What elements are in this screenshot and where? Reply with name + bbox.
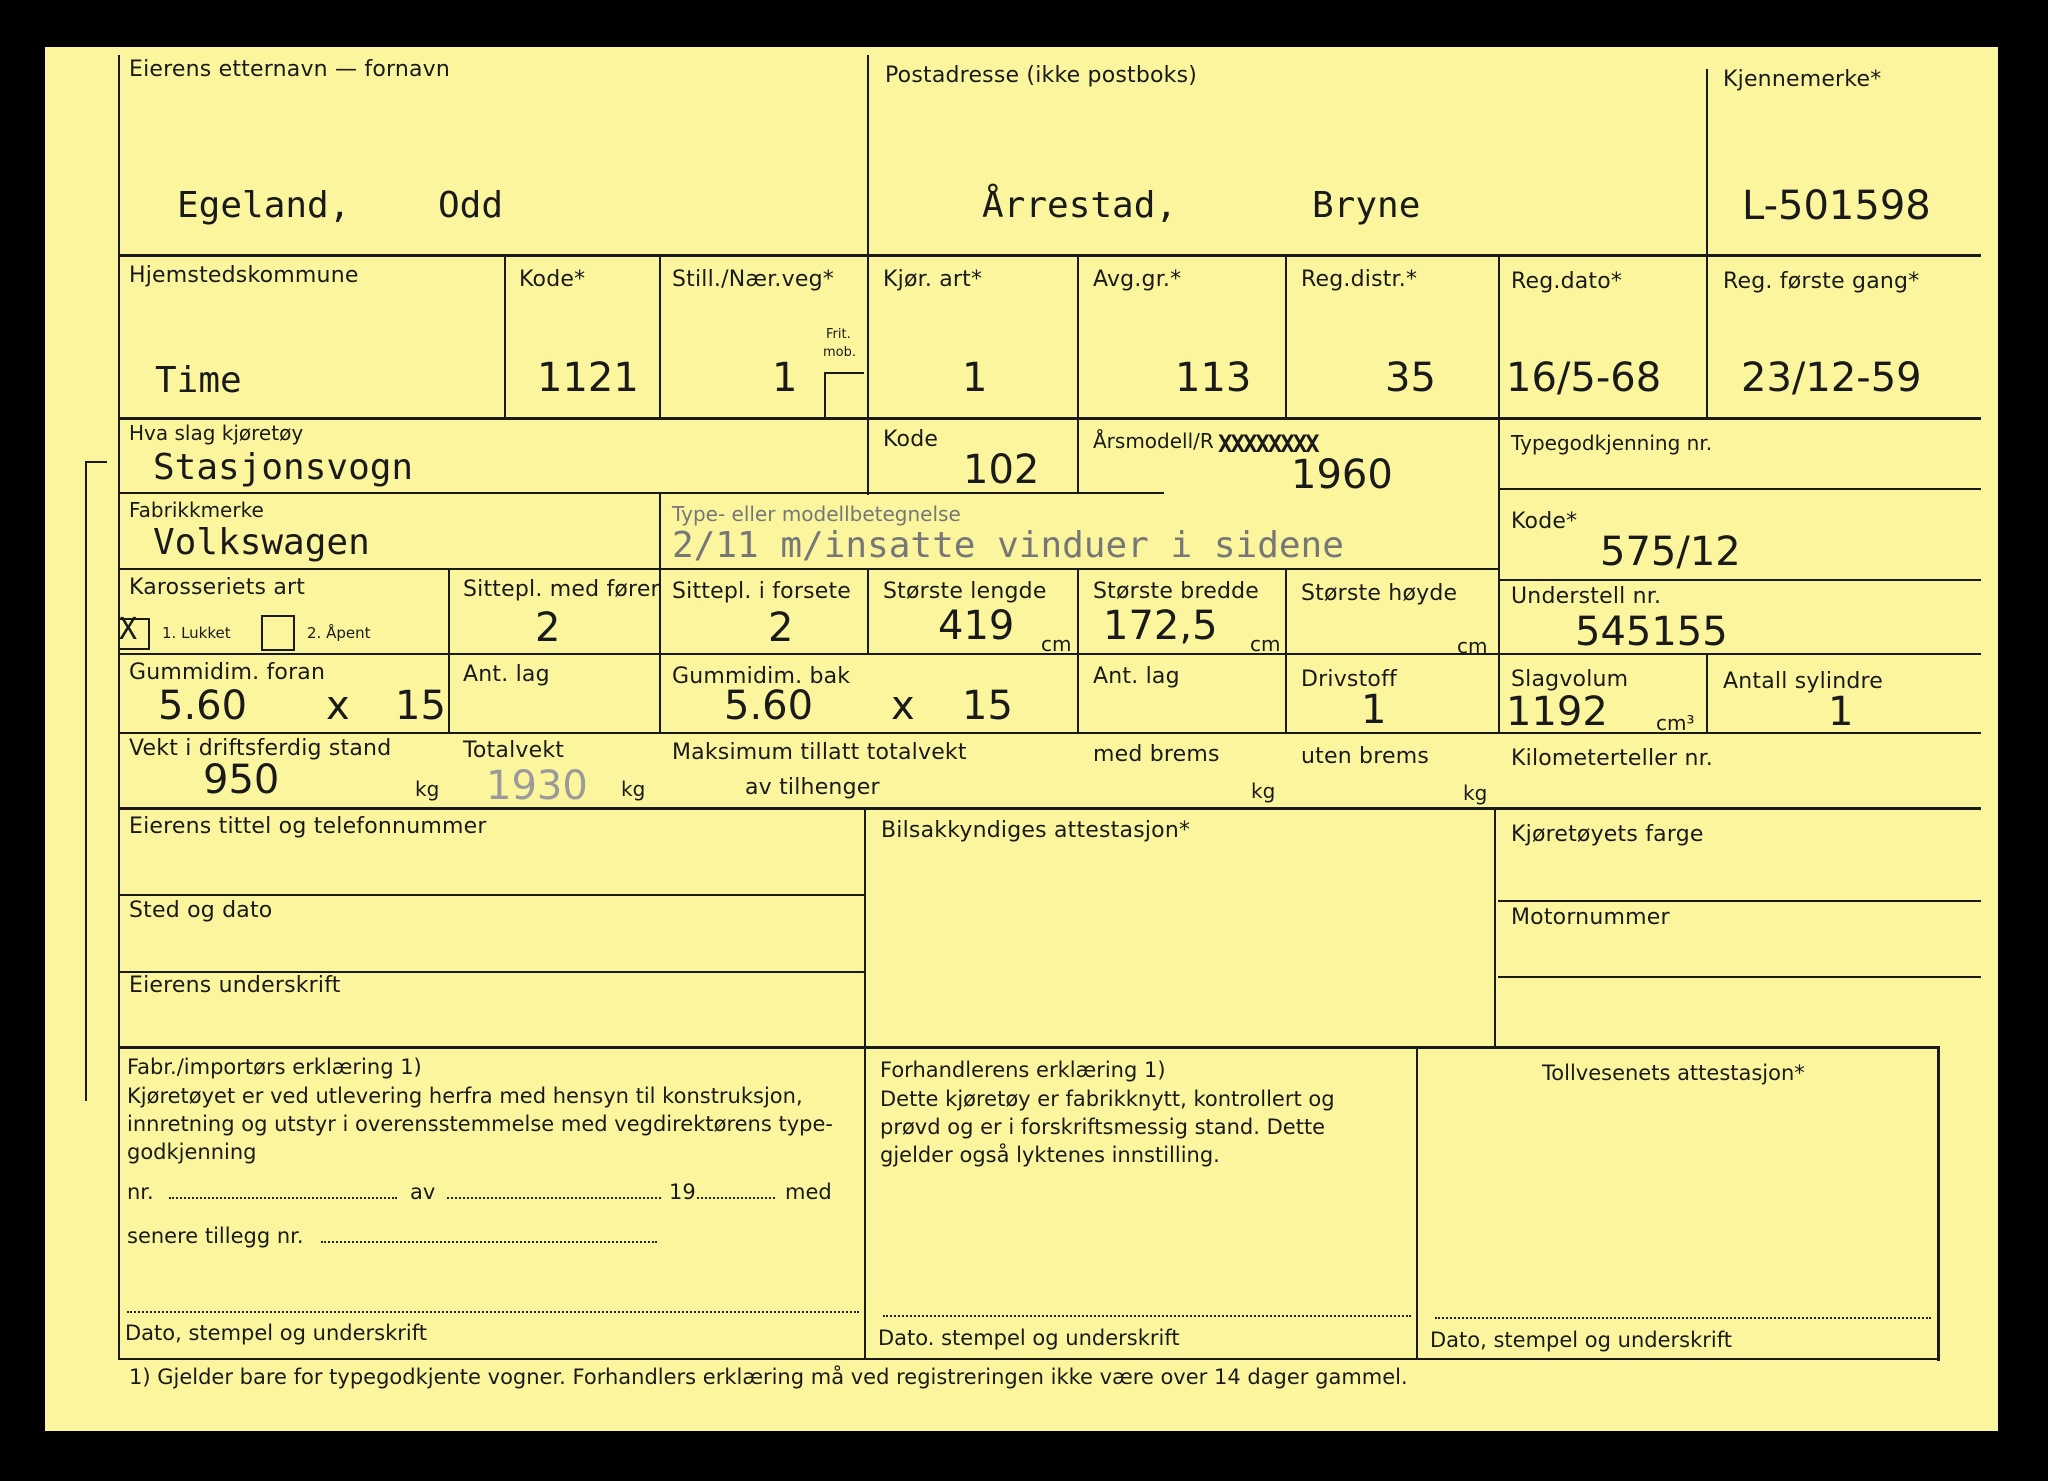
length-value: 419 — [938, 603, 1015, 649]
open-label: 2. Åpent — [307, 624, 371, 642]
cyl-value: 1 — [1828, 689, 1854, 735]
tyre-front-label: Gummidim. foran — [129, 660, 326, 685]
vline-cyl — [1706, 654, 1708, 733]
vline-lengde — [867, 568, 869, 654]
kind-value: Stasjonsvogn — [153, 447, 414, 488]
body-label: Karosseriets art — [129, 575, 306, 600]
tyre-front-a: 5.60 — [158, 683, 248, 729]
tyre-front-b: 15 — [395, 683, 446, 729]
vline-mid-lower — [864, 809, 866, 1360]
hline-4b — [1498, 579, 1981, 581]
reg-mark-value: L-501598 — [1742, 183, 1931, 229]
hline-2 — [118, 417, 1981, 420]
volume-value: 1192 — [1506, 689, 1608, 735]
place-date-label: Sted og dato — [129, 898, 273, 923]
length-label: Største lengde — [883, 579, 1047, 604]
regforste-label: Reg. første gang* — [1723, 269, 1920, 294]
chassis-value: 545155 — [1575, 609, 1728, 655]
hline-1 — [118, 254, 1981, 257]
margin-bracket — [85, 461, 87, 1101]
dealer-sign-label: Dato. stempel og underskrift — [878, 1326, 1180, 1350]
importer-sign-label: Dato, stempel og underskrift — [125, 1321, 427, 1345]
address-post: Bryne — [1312, 185, 1421, 226]
vline-avg — [1077, 255, 1079, 493]
width-label: Største bredde — [1093, 579, 1260, 604]
seats-driver-value: 2 — [535, 605, 561, 651]
margin-bracket-top — [85, 461, 107, 463]
dealer-sign-dots — [883, 1315, 1411, 1317]
dealer-title: Forhandlerens erklæring 1) — [880, 1058, 1166, 1082]
frit-box-side — [824, 372, 826, 418]
seats-front-label: Sittepl. i forsete — [672, 579, 852, 604]
code-label: Kode* — [519, 267, 586, 292]
hline-4a — [118, 568, 1498, 570]
vline-regd — [1285, 255, 1287, 418]
frit-box-top — [824, 372, 864, 374]
frit-label-2: mob. — [823, 345, 857, 360]
nobrake-unit: kg — [1463, 781, 1488, 805]
municipality-value: Time — [155, 360, 242, 401]
chassis-label: Understell nr. — [1511, 584, 1662, 609]
customs-sign-label: Dato, stempel og underskrift — [1430, 1328, 1732, 1352]
regdistr-label: Reg.distr.* — [1301, 267, 1418, 292]
curb-weight-unit: kg — [415, 777, 440, 801]
reg-mark-label: Kjennemerke* — [1723, 67, 1882, 92]
total-weight-value: 1930 — [486, 763, 588, 809]
kind-code-value: 102 — [963, 447, 1040, 493]
height-label: Største høyde — [1301, 581, 1458, 606]
dealer-line-2: prøvd og er i forskriftsmessig stand. Dette — [880, 1115, 1326, 1139]
customs-sign-dots — [1435, 1317, 1931, 1319]
importer-line-1: Kjøretøyet er ved utlevering herfra med hensyn til konstruksjon, — [127, 1084, 803, 1108]
inspector-label: Bilsakkyndiges attestasjon* — [881, 818, 1191, 843]
engine-number-label: Motornummer — [1511, 905, 1670, 930]
length-unit: cm — [1041, 632, 1072, 656]
model-year-value: 1960 — [1291, 452, 1393, 498]
av-dots — [447, 1197, 661, 1199]
owner-signature-label: Eierens underskrift — [129, 973, 341, 998]
code-value: 1121 — [537, 355, 639, 401]
vline-reg — [1706, 69, 1708, 255]
volume-label: Slagvolum — [1511, 667, 1629, 692]
frame-left — [118, 55, 120, 1359]
vline-forste — [1706, 255, 1708, 418]
tyre-rear-a: 5.60 — [724, 683, 814, 729]
avg-label: Avg.gr.* — [1093, 267, 1182, 292]
model-year-label: Årsmodell/R — [1093, 429, 1214, 453]
frit-label-1: Frit. — [826, 327, 851, 342]
type-code-label: Kode* — [1511, 509, 1578, 534]
year-dots — [697, 1197, 775, 1199]
footnote: 1) Gjelder bare for typegodkjente vogner. Forhandlers erklæring må ved registreringen ikke være over 14 dager gammel. — [129, 1365, 1408, 1389]
make-value: Volkswagen — [153, 522, 370, 563]
color-label: Kjøretøyets farge — [1511, 822, 1704, 847]
vline-kjor — [867, 255, 869, 495]
closed-mark: X — [119, 612, 138, 647]
still-value: 1 — [772, 355, 798, 401]
brake-label: med brems — [1093, 742, 1220, 767]
ply-front-label: Ant. lag — [463, 662, 550, 687]
importer-sign-dots — [127, 1311, 859, 1313]
fuel-value: 1 — [1361, 687, 1387, 733]
seats-driver-label: Sittepl. med fører — [463, 577, 660, 602]
vline-type — [659, 493, 661, 733]
frame-bottom — [118, 1358, 1940, 1360]
type-value: 2/11 m/insatte vinduer i sidene — [672, 525, 1344, 566]
fuel-label: Drivstoff — [1301, 667, 1397, 692]
kjor-label: Kjør. art* — [883, 267, 983, 292]
make-label: Fabrikkmerke — [129, 498, 264, 522]
year-label: 19 — [669, 1180, 696, 1204]
type-code-value: 575/12 — [1600, 529, 1741, 575]
hline-9b — [1498, 976, 1981, 978]
med-label: med — [785, 1180, 832, 1204]
width-value: 172,5 — [1103, 603, 1218, 649]
regforste-value: 23/12-59 — [1741, 355, 1922, 401]
vline-hoyde — [1285, 568, 1287, 733]
vline-attest — [1494, 809, 1496, 1048]
importer-line-2: innretning og utstyr i overensstemmelse med vegdirektørens type- — [127, 1112, 833, 1136]
still-label: Still./Nær.veg* — [672, 267, 834, 292]
type-approval-label: Typegodkjenning nr. — [1511, 431, 1713, 455]
vline-still — [659, 255, 661, 418]
brake-unit: kg — [1251, 779, 1276, 803]
hline-6 — [118, 732, 1981, 734]
owner-first-name: Odd — [438, 185, 504, 226]
hline-10 — [118, 1046, 1940, 1049]
av-label: av — [410, 1180, 436, 1204]
total-weight-label: Totalvekt — [463, 738, 565, 763]
kind-code-label: Kode — [883, 427, 939, 452]
vline-bredde — [1077, 568, 1079, 733]
customs-title: Tollvesenets attestasjon* — [1542, 1061, 1805, 1085]
regdistr-value: 35 — [1385, 355, 1436, 401]
tyre-rear-label: Gummidim. bak — [672, 664, 851, 689]
width-unit: cm — [1250, 632, 1281, 656]
hline-3b — [1498, 488, 1981, 490]
vline-sitt — [448, 568, 450, 733]
kind-label: Hva slag kjøretøy — [129, 421, 304, 445]
regdato-value: 16/5-68 — [1506, 355, 1662, 401]
odometer-label: Kilometerteller nr. — [1511, 746, 1714, 771]
addendum-label: senere tillegg nr. — [127, 1224, 304, 1248]
nr-label: nr. — [127, 1180, 154, 1204]
hline-8 — [118, 894, 864, 896]
model-year-overstrike: XXXXXXXX — [1218, 430, 1318, 458]
dealer-line-1: Dette kjøretøy er fabrikknytt, kontrollert og — [880, 1087, 1335, 1111]
ply-rear-label: Ant. lag — [1093, 664, 1180, 689]
curb-weight-value: 950 — [203, 757, 280, 803]
tyre-rear-b: 15 — [962, 683, 1013, 729]
address-label: Postadresse (ikke postboks) — [885, 63, 1198, 88]
owner-name-label: Eierens etternavn — fornavn — [129, 57, 451, 82]
curb-weight-label: Vekt i driftsferdig stand — [129, 736, 392, 761]
importer-title: Fabr./importørs erklæring 1) — [127, 1055, 422, 1079]
owner-last-name: Egeland, — [177, 185, 351, 226]
type-label: Type- eller modellbetegnelse — [672, 502, 961, 526]
vline-dato — [1498, 255, 1500, 733]
trailer-label-1: Maksimum tillatt totalvekt — [672, 740, 967, 765]
tyre-rear-x: x — [891, 683, 915, 729]
avg-value: 113 — [1175, 355, 1252, 401]
trailer-label-2: av tilhenger — [745, 775, 880, 800]
tyre-front-x: x — [326, 683, 350, 729]
importer-line-3: godkjenning — [127, 1140, 257, 1164]
closed-label: 1. Lukket — [162, 624, 231, 642]
frame-right — [1937, 1047, 1940, 1361]
seats-front-value: 2 — [768, 605, 794, 651]
regdato-label: Reg.dato* — [1511, 269, 1623, 294]
vline-toll — [1416, 1047, 1418, 1360]
municipality-label: Hjemstedskommune — [129, 263, 359, 288]
nr-dots — [169, 1197, 397, 1199]
dealer-line-3: gjelder også lyktenes innstilling. — [880, 1143, 1220, 1167]
volume-unit: cm³ — [1656, 711, 1695, 735]
kjor-value: 1 — [962, 355, 988, 401]
total-weight-unit: kg — [621, 777, 646, 801]
address-place: Årrestad, — [982, 185, 1178, 226]
addendum-dots — [321, 1241, 657, 1243]
hline-8b — [1498, 900, 1981, 902]
vline-addr — [867, 55, 869, 255]
hline-7 — [118, 807, 1981, 810]
height-unit: cm — [1457, 634, 1488, 658]
vline-kode — [504, 255, 506, 418]
nobrake-label: uten brems — [1301, 744, 1429, 769]
registration-card — [45, 47, 1998, 1431]
title-phone-label: Eierens tittel og telefonnummer — [129, 814, 487, 839]
open-checkbox[interactable] — [261, 615, 295, 651]
cyl-label: Antall sylindre — [1723, 669, 1884, 694]
